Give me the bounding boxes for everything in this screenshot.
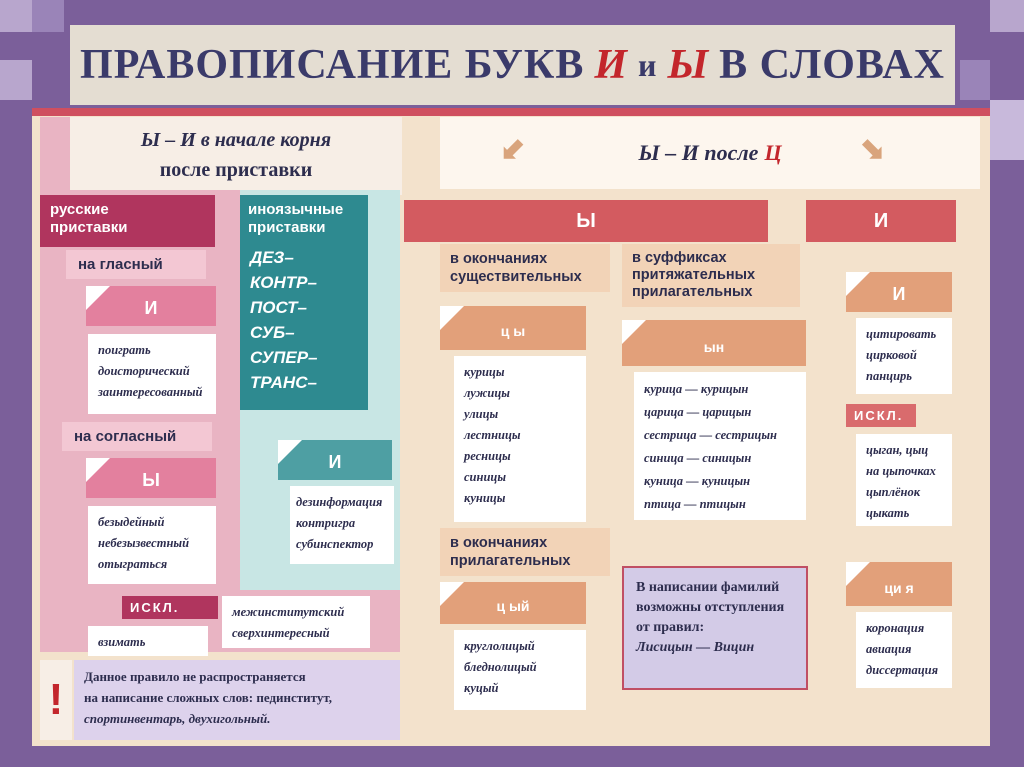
list-item: контригра [296,516,356,530]
list-item: курица — курицын [644,382,749,396]
frame-square [32,0,64,32]
i-suffix-chip: ци я [846,562,952,606]
list-item: улицы [464,407,499,421]
consonant-chip: Ы [86,458,216,498]
note-line: на написание сложных слов: пединститут, [84,690,333,705]
list-item: цыган, цыц [866,443,929,457]
list-item: куницы [464,491,506,505]
list-item: безыдейный [98,515,165,529]
list-item: отыграться [98,557,168,571]
title-text: ПРАВОПИСАНИЕ БУКВ [80,42,585,88]
note-line: возможны отступления [636,600,785,615]
label-line: прилагательных [450,553,571,569]
i-exception-card [856,434,952,526]
russian-exception-tag: ИСКЛ. [122,596,218,619]
frame-square [990,100,1024,160]
foreign-prefix-list [250,245,318,395]
arrow-left-icon: ⬋ [500,133,526,166]
list-item: синицы [464,470,507,484]
list-item: коронация [866,621,925,635]
suffix-label [622,244,800,307]
label-line: в суффиксах [632,250,727,266]
list-item: круглолицый [464,639,535,653]
right-header-letter: Ц [764,140,782,165]
left-header [70,117,402,195]
list-item: СУПЕР– [250,348,318,367]
list-item: авиация [866,642,912,656]
list-item: куница — куницын [644,474,751,488]
list-item: СУБ– [250,323,295,342]
arrow-right-icon: ⬊ [860,133,886,166]
list-item: ДЕЗ– [250,248,294,267]
top-stripe [32,108,990,116]
label-line: прилагательных [632,284,753,300]
label-line: иноязычные [248,201,344,218]
list-item: заинтересованный [98,385,203,399]
noun-chip: ц ы [440,306,586,350]
noun-endings-label [440,244,610,292]
list-item: цирковой [866,348,917,362]
frame-square [0,60,32,100]
vowel-examples-card [88,334,216,414]
adj-endings-label [440,528,610,576]
list-item: субинспектор [296,537,374,551]
russian-prefixes-label [40,195,215,247]
adj-chip: ц ый [440,582,586,624]
noun-examples-card [454,356,586,522]
vowel-label: на гласный [66,250,206,279]
list-item: ресницы [464,449,511,463]
i-exception-tag: ИСКЛ. [846,404,916,427]
left-header-edge [40,117,70,195]
note-line: Данное правило не распространяется [84,669,306,684]
list-item: сестрица — сестрицын [644,428,777,442]
list-item: дезинформация [296,495,383,509]
right-header-text: Ы – И после [638,140,759,165]
consonant-label: на согласный [62,422,212,451]
foreign-chip: И [278,440,392,480]
list-item: цыплёнок [866,485,921,499]
label-line: приставки [50,219,128,236]
note-line: Лисицын — Вицин [636,640,755,655]
i-suffix-examples-card [856,612,952,688]
list-item: доисторический [98,364,190,378]
russian-exception-card [88,626,208,656]
y-header: Ы [404,200,768,242]
note-line: спортинвентарь, двухигольный. [84,711,271,726]
i-examples-card [856,318,952,394]
poster-title [70,25,955,105]
title-conj: и [638,46,658,83]
frame-square [960,60,990,100]
list-item: диссертация [866,663,939,677]
list-item: лестницы [464,428,521,442]
label-line: существительных [450,269,582,285]
label-line: русские [50,201,109,218]
list-item: курицы [464,365,505,379]
left-header-line2: после приставки [159,159,313,181]
surname-note [622,566,808,690]
list-item: ПОСТ– [250,298,307,317]
frame-square [990,0,1024,32]
bottom-note [74,660,400,740]
adj-examples-card [454,630,586,710]
note-line: от правил: [636,620,705,635]
title-letter-y: Ы [667,42,710,88]
list-item: межинститутский [232,605,345,619]
title-text-end: В СЛОВАХ [719,42,945,88]
list-item: поиграть [98,343,151,357]
label-line: приставки [248,219,326,236]
list-item: царица — царицын [644,405,752,419]
note-line: В написании фамилий [636,580,780,595]
i-chip: И [846,272,952,312]
list-item: синица — синицын [644,451,752,465]
suffix-chip: ын [622,320,806,366]
i-header: И [806,200,956,242]
list-item: на цыпочках [866,464,936,478]
vowel-chip: И [86,286,216,326]
warning-icon: ! [40,660,72,740]
label-line: в окончаниях [450,251,548,267]
left-header-line1: Ы – И в начале корня [140,129,332,151]
label-line: в окончаниях [450,535,548,551]
list-item: небезызвестный [98,536,190,550]
list-item: лужицы [464,386,510,400]
list-item: цитировать [866,327,937,341]
list-item: бледнолицый [464,660,537,674]
title-letter-i: И [594,42,629,88]
consonant-examples-card [88,506,216,584]
list-item: сверхинтересный [232,626,330,640]
label-line: притяжательных [632,267,756,283]
russian-exception-right-card [222,596,370,648]
list-item: ТРАНС– [250,373,317,392]
list-item: куцый [464,681,499,695]
list-item: птица — птицын [644,497,746,511]
list-item: панцирь [866,369,913,383]
list-item: КОНТР– [250,273,317,292]
frame-square [0,0,32,32]
list-item: взимать [98,635,146,649]
foreign-examples-card [290,486,394,564]
suffix-examples-card [634,372,806,520]
list-item: цыкать [866,506,910,520]
